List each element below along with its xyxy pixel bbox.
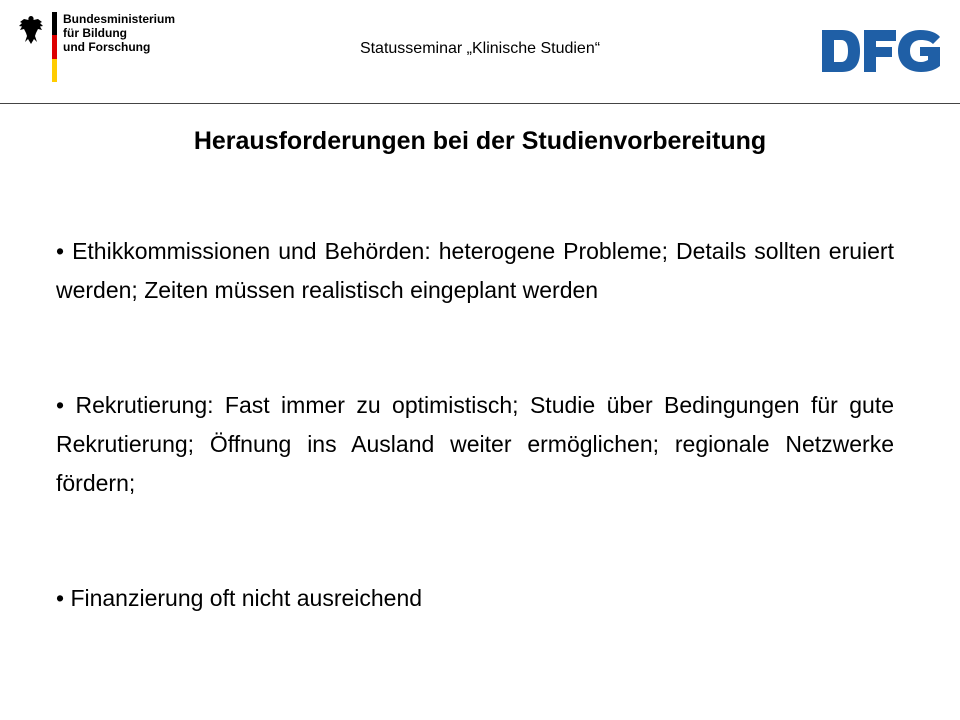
- bullet-recruitment: • Rekrutierung: Fast immer zu optimistisch; Studie über Bedingungen für gute Rekrutierung; Öffnung ins Ausland weiter ermöglichen; regionale Netzwerke fördern;: [56, 392, 894, 496]
- ministry-line-1: Bundesministerium: [63, 12, 176, 26]
- bullet-financing: • Finanzierung oft nicht ausreichend: [56, 585, 423, 611]
- seminar-title: Statusseminar „Klinische Studien“: [359, 40, 601, 57]
- dfg-logo: [820, 28, 944, 74]
- flag-black-stripe: [52, 12, 57, 35]
- flag-gold-stripe: [52, 59, 57, 82]
- ministry-line-3: und Forschung: [63, 40, 151, 54]
- ministry-line-2: für Bildung: [63, 26, 127, 40]
- slide-header: [0, 0, 960, 104]
- header-divider: [0, 103, 960, 104]
- bullet-ethics-committees: • Ethikkommissionen und Behörden: heterogene Probleme; Details sollten eruiert werden; Zeiten müssen realistisch eingeplant werden: [56, 238, 894, 303]
- bullet-list: [56, 232, 894, 618]
- slide-title: Herausforderungen bei der Studienvorbereitung: [193, 127, 767, 155]
